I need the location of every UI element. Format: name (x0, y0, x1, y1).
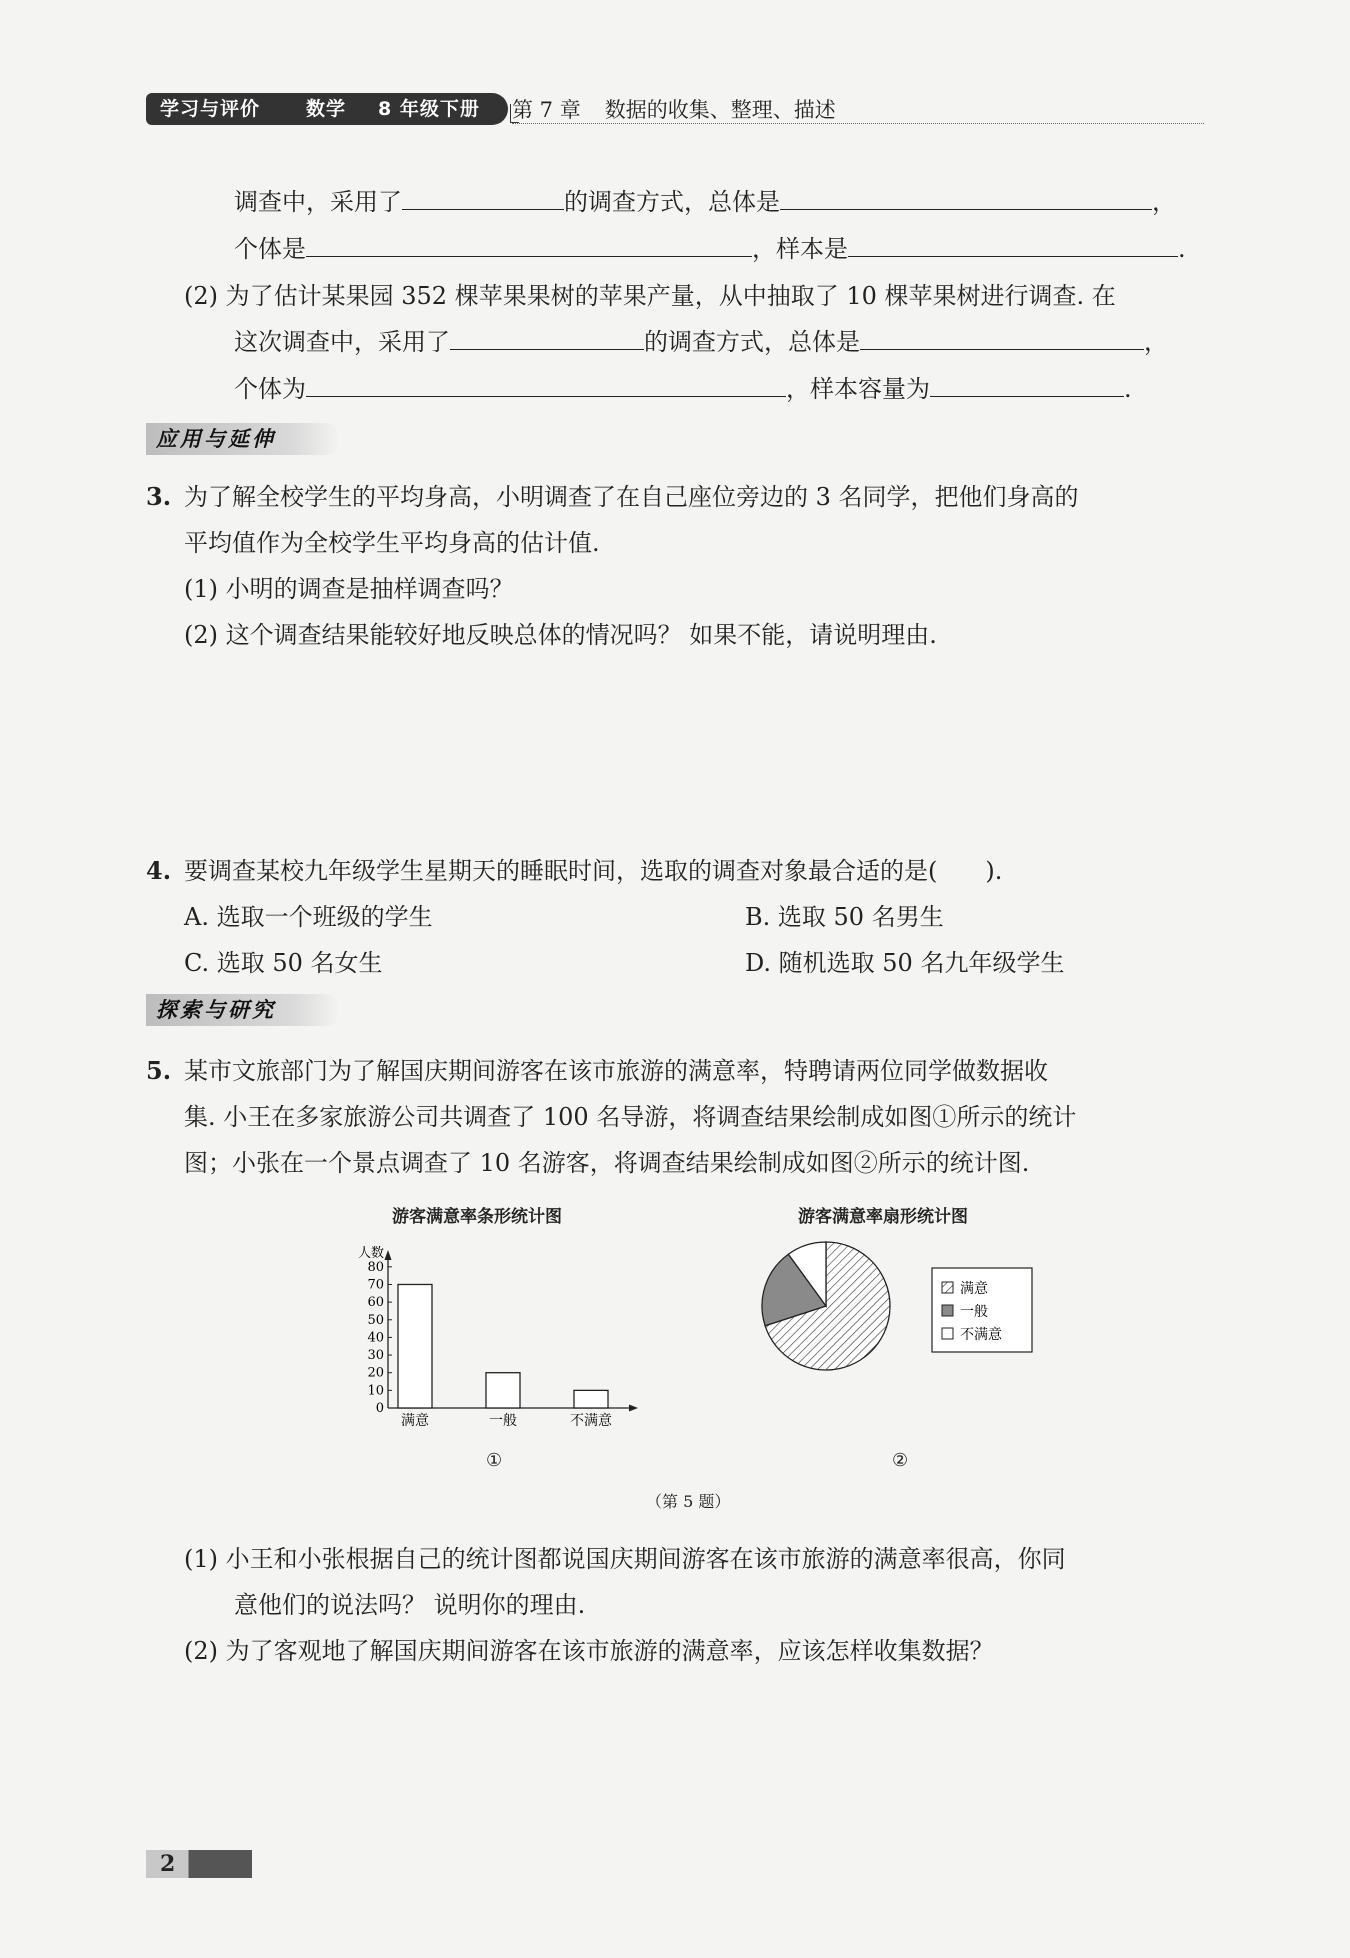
bar-一般 (486, 1373, 520, 1408)
answer-blank[interactable] (848, 234, 1178, 257)
q2-line1 (234, 185, 1176, 219)
y-axis-arrow (385, 1250, 392, 1260)
figure-caption: （第 5 题） (646, 1492, 731, 1511)
q2-text: ， (1152, 188, 1176, 216)
q4-option-c[interactable]: C. 选取 50 名女生 (184, 949, 383, 977)
q2-text: 这次调查中，采用了 (234, 328, 450, 356)
legend-swatch (942, 1328, 953, 1339)
q3-line1: 为了解全校学生的平均身高，小明调查了在自己座位旁边的 3 名同学，把他们身高的 (184, 483, 1079, 511)
q3-line2: 平均值作为全校学生平均身高的估计值. (184, 529, 600, 557)
q2-text: 个体是 (234, 235, 306, 263)
answer-blank[interactable] (306, 374, 786, 397)
q5-line1: 某市文旅部门为了解国庆期间游客在该市旅游的满意率，特聘请两位同学做数据收 (184, 1057, 1048, 1085)
y-axis-label: 人数 (357, 1246, 384, 1261)
q2-text: 的调查方式，总体是 (644, 328, 860, 356)
legend-swatch (942, 1282, 953, 1293)
q2-text: 调查中，采用了 (234, 188, 402, 216)
figure-1-label: ① (486, 1450, 503, 1471)
book-title-badge (146, 93, 508, 125)
y-tick-label: 40 (367, 1330, 384, 1346)
q5-sub1-line1: (1) 小王和小张根据自己的统计图都说国庆期间游客在该市旅游的满意率很高，你同 (184, 1545, 1066, 1573)
legend-label: 满意 (960, 1281, 988, 1297)
answer-blank[interactable] (780, 187, 1152, 210)
chapter-heading (512, 94, 860, 124)
section-explore-research: 探索与研究 (146, 994, 340, 1026)
q5-line2: 集. 小王在多家旅游公司共调查了 100 名导游，将调查结果绘制成如图①所示的统计 (184, 1103, 1077, 1131)
q2-text: ， (1144, 328, 1168, 356)
y-tick-label: 10 (367, 1383, 384, 1399)
q5-line3: 图；小张在一个景点调查了 10 名游客，将调查结果绘制成如图②所示的统计图. (184, 1149, 1030, 1177)
q3-sub1: (1) 小明的调查是抽样调查吗？ (184, 575, 514, 603)
q5-sub1-line2: 意他们的说法吗？ 说明你的理由. (234, 1591, 586, 1619)
x-tick-label: 一般 (489, 1413, 517, 1429)
page-number: 2 (160, 1851, 176, 1877)
pie-chart (760, 1240, 1060, 1400)
y-tick-label: 80 (367, 1259, 384, 1275)
q2-part2-line2 (234, 325, 1168, 359)
y-tick-label: 70 (367, 1277, 384, 1293)
page-number-tab (146, 1850, 252, 1878)
y-tick-label: 30 (367, 1348, 384, 1364)
legend-label: 不满意 (960, 1327, 1002, 1343)
section-apply-extend: 应用与延伸 (146, 423, 340, 455)
answer-blank[interactable] (860, 327, 1144, 350)
bar-chart (340, 1238, 650, 1448)
x-tick-label: 满意 (401, 1413, 429, 1429)
y-tick-label: 0 (375, 1401, 384, 1416)
q4-option-a[interactable]: A. 选取一个班级的学生 (184, 903, 433, 931)
q2-text: ，样本是 (752, 235, 848, 263)
q2-part2-line1 (184, 279, 1116, 313)
bar-不满意 (574, 1390, 608, 1408)
y-tick-label: 50 (367, 1312, 384, 1328)
x-tick-label: 不满意 (570, 1413, 612, 1429)
answer-blank[interactable] (930, 374, 1124, 397)
legend-label: 一般 (960, 1304, 988, 1320)
question-3-number: 3. (146, 482, 172, 511)
badge-grade: 8 年级下册 (378, 98, 480, 120)
q2-text: ，样本容量为 (786, 375, 930, 403)
y-tick-label: 60 (367, 1295, 384, 1311)
q4-option-d[interactable]: D. 随机选取 50 名九年级学生 (745, 949, 1065, 977)
x-axis-arrow (629, 1405, 638, 1412)
q3-sub2: (2) 这个调查结果能较好地反映总体的情况吗？ 如果不能，请说明理由. (184, 621, 937, 649)
badge-series: 学习与评价 (160, 98, 261, 120)
bar-chart-title: 游客满意率条形统计图 (392, 1207, 562, 1227)
q2-text: . (1178, 235, 1186, 263)
question-5-number: 5. (146, 1056, 172, 1085)
answer-blank[interactable] (450, 327, 644, 350)
legend-swatch (942, 1305, 953, 1316)
pie-chart-title: 游客满意率扇形统计图 (798, 1207, 968, 1227)
answer-blank[interactable] (402, 187, 564, 210)
q2-text: 个体为 (234, 375, 306, 403)
subquestion-label: (2) (184, 282, 218, 310)
bar-满意 (398, 1284, 432, 1408)
question-4-number: 4. (146, 856, 172, 885)
q2-text: 的调查方式，总体是 (564, 188, 780, 216)
chapter-title: 数据的收集、整理、描述 (604, 98, 836, 122)
q2-text: . (1124, 375, 1132, 403)
q4-stem: 要调查某校九年级学生星期天的睡眠时间，选取的调查对象最合适的是( ). (184, 857, 1003, 885)
chapter-number: 第 7 章 (512, 98, 581, 122)
header-rule (512, 123, 1204, 124)
q2-text: 为了估计某果园 352 棵苹果果树的苹果产量，从中抽取了 10 棵苹果树进行调查. 在 (225, 282, 1116, 310)
q2-line2 (234, 232, 1186, 266)
q5-sub2: (2) 为了客观地了解国庆期间游客在该市旅游的满意率，应该怎样收集数据？ (184, 1637, 994, 1665)
y-tick-label: 20 (367, 1365, 384, 1381)
q2-part2-line3 (234, 372, 1132, 406)
figure-2-label: ② (892, 1450, 909, 1471)
badge-subject: 数学 (306, 98, 347, 120)
answer-blank[interactable] (306, 234, 752, 257)
q4-option-b[interactable]: B. 选取 50 名男生 (745, 903, 944, 931)
